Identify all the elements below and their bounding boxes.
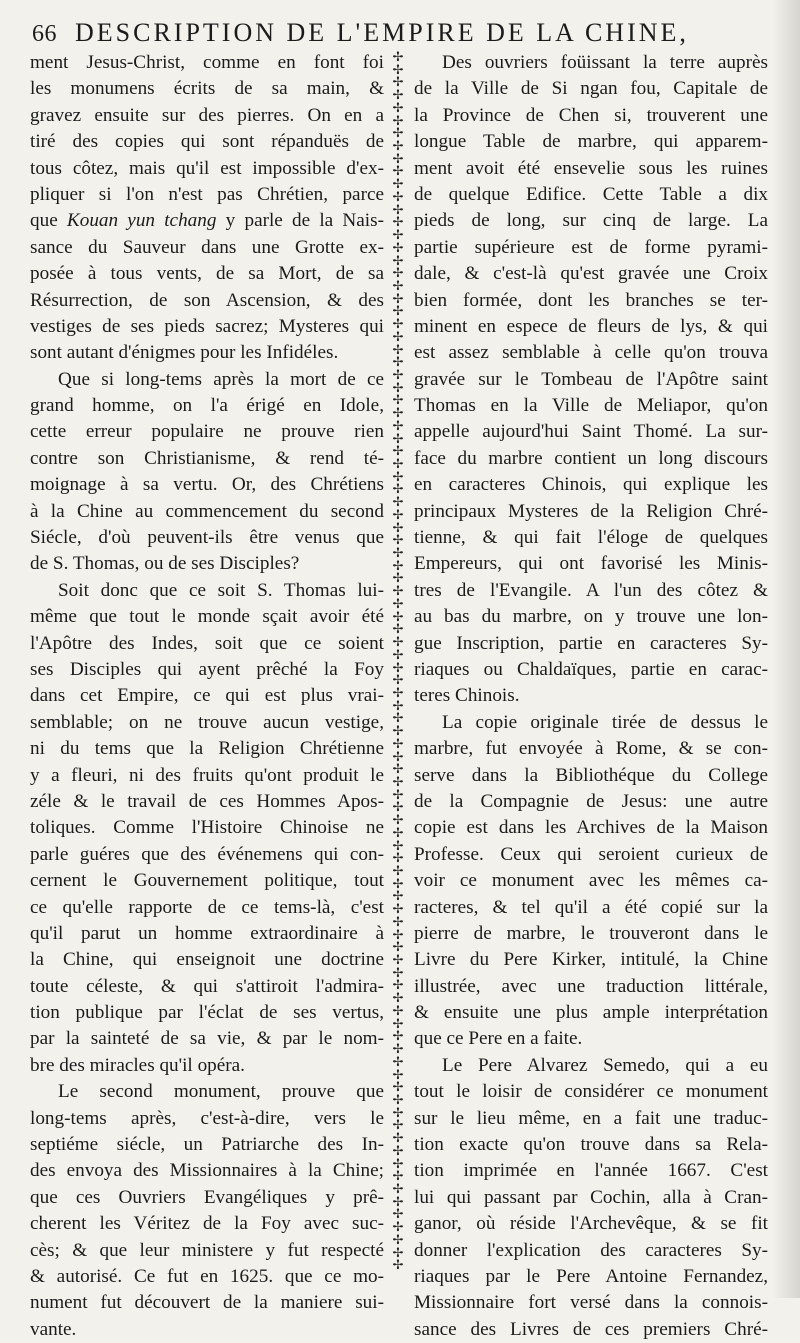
ornament-glyph: ✢	[392, 278, 404, 294]
text-line: y a fleuri, ni des fruits qu'ont produit le	[30, 764, 384, 786]
text-line: en caracteres Chinois, qui explique les	[414, 474, 768, 496]
ornament-glyph: ✢	[392, 139, 404, 155]
ornament-glyph: ✢	[392, 660, 404, 676]
text-line: racteres, & tel qu'il a été copié sur la	[414, 896, 768, 918]
ornament-glyph: ✢	[392, 228, 404, 244]
ornament-glyph: ✢	[392, 291, 404, 307]
text-line: Des ouvriers foüissant la terre auprès	[442, 52, 768, 73]
text-line: voir ce monument avec les mêmes ca-	[414, 870, 768, 892]
text-line: tion imprimée en l'année 1667. C'est	[414, 1160, 768, 1182]
ornament-glyph: ✢	[392, 851, 404, 867]
column-divider	[386, 52, 410, 1272]
text-line: ni du tems que la Religion Chrétienne	[30, 738, 384, 760]
text-line: tous côtez, mais qu'il est impossible d'ex-	[30, 157, 384, 179]
text-line: à la Chine au commencement du second	[30, 500, 384, 522]
ornament-glyph: ✢	[392, 126, 404, 142]
ornament-glyph: ✢	[392, 1092, 404, 1108]
left-column	[30, 50, 384, 1340]
text-line: tion publique par l'éclat de ses vertus,	[30, 1002, 384, 1024]
text-line: ce qu'elle rapporte de ce tems-là, c'est	[30, 896, 384, 918]
ornament-glyph: ✢	[392, 1054, 404, 1070]
text-line: la Chine, qui enseignoit une doctrine	[30, 949, 384, 971]
ornament-glyph: ✢	[392, 100, 404, 116]
text-line: long-tems après, c'est-à-dire, vers le	[30, 1107, 384, 1129]
text-line: sont autant d'énigmes pour les Infidéles.	[30, 342, 339, 364]
ornament-glyph: ✢	[392, 571, 404, 587]
ornament-glyph: ✢	[392, 62, 404, 78]
text-line: cès; & que leur ministere y fut respecté	[30, 1239, 384, 1261]
ornament-glyph: ✢	[392, 546, 404, 562]
text-line: La copie originale tirée de dessus le	[442, 711, 768, 733]
text-line: dale, & c'est-là qu'est gravée une Croix	[414, 263, 768, 285]
ornament-glyph: ✢	[392, 1232, 404, 1248]
ornament-glyph: ✢	[392, 1029, 404, 1045]
text-line: & ensuite une plus ample interprétation	[414, 1002, 768, 1024]
text-line: sur le lieu même, en a fait une traduc-	[414, 1107, 768, 1129]
text-line: gravée sur le Tombeau de l'Apôtre saint	[414, 368, 768, 390]
ornament-glyph: ✢	[392, 1105, 404, 1121]
text-line: cette erreur populaire ne prouve rien	[30, 421, 384, 443]
ornament-glyph: ✢	[392, 774, 404, 790]
text-line: Le second monument, prouve que	[58, 1081, 384, 1103]
ornament-glyph: ✢	[392, 584, 404, 600]
ornament-glyph: ✢	[392, 1169, 404, 1185]
ornament-glyph: ✢	[392, 50, 404, 65]
ornament-glyph: ✢	[392, 304, 404, 320]
text-line: riaques ou Chaldaïques, partie en carac-	[414, 658, 768, 680]
ornament-glyph: ✢	[392, 393, 404, 409]
text-line: bre des miracles qu'il opéra.	[30, 1054, 245, 1076]
ornament-glyph: ✢	[392, 1080, 404, 1096]
ornament-glyph: ✢	[392, 635, 404, 651]
ornament-glyph: ✢	[392, 1131, 404, 1147]
ornament-glyph: ✢	[392, 1258, 404, 1274]
text-line: donner l'explication des caracteres Sy-	[414, 1239, 768, 1261]
text-line: Que si long-tems après la mort de ce	[58, 368, 384, 390]
ornament-glyph: ✢	[392, 88, 404, 104]
text-line: longue Table de marbre, qui apparem-	[414, 131, 768, 153]
ornament-glyph: ✢	[392, 533, 404, 549]
ornament-glyph: ✢	[392, 444, 404, 460]
text-line: de la Compagnie de Jesus: une autre	[414, 790, 768, 812]
ornament-glyph: ✢	[392, 1245, 404, 1261]
ornament-glyph: ✢	[392, 507, 404, 523]
text-line: marbre, fut envoyée à Rome, & se con-	[414, 738, 768, 760]
ornament-glyph: ✢	[392, 164, 404, 180]
ornament-glyph: ✢	[392, 800, 404, 816]
text-line: contre son Christianisme, & rend té-	[30, 447, 384, 469]
ornament-glyph: ✢	[392, 1067, 404, 1083]
text-line: ment Jesus-Christ, comme en font foi	[30, 52, 384, 73]
text-line: au bas du marbre, on y trouve une lon-	[414, 606, 768, 628]
text-line: toliques. Comme l'Histoire Chinoise ne	[30, 817, 384, 839]
ornament-glyph: ✢	[392, 787, 404, 803]
ornament-glyph: ✢	[392, 762, 404, 778]
text-line: minent en espece de fleurs de lys, & qui	[414, 315, 768, 337]
ornament-glyph: ✢	[392, 1181, 404, 1197]
ornament-glyph: ✢	[392, 482, 404, 498]
running-title: DESCRIPTION DE L'EMPIRE DE LA CHINE,	[75, 18, 689, 47]
ornament-glyph: ✢	[392, 495, 404, 511]
ornament-glyph: ✢	[392, 991, 404, 1007]
ornament-glyph: ✢	[392, 736, 404, 752]
text-line: septiéme siécle, un Patriarche des In-	[30, 1134, 384, 1156]
text-line: les monumens écrits de sa main, &	[30, 78, 384, 100]
ornament-glyph: ✢	[392, 838, 404, 854]
page-header	[32, 18, 792, 50]
ornament-glyph: ✢	[392, 342, 404, 358]
text-line: & autorisé. Ce fut en 1625. que ce mo-	[30, 1265, 384, 1287]
ornament-glyph: ✢	[392, 609, 404, 625]
ornament-glyph: ✢	[392, 75, 404, 91]
ornament-glyph: ✢	[392, 825, 404, 841]
text-line: parle guéres que des événemens qui con-	[30, 843, 384, 865]
ornament-glyph: ✢	[392, 1118, 404, 1134]
page-number: 66	[32, 21, 57, 47]
ornament-glyph: ✢	[392, 1016, 404, 1032]
text-line: pierre de marbre, le trouveront dans le	[414, 922, 768, 944]
text-line: même que tout le monde sçait avoir été	[30, 606, 384, 628]
text-line: face du marbre contient un long discours	[414, 447, 768, 469]
text-line: tion exacte qu'on trouve dans sa Rela-	[414, 1134, 768, 1156]
text-line: toute céleste, & qui s'attiroit l'admira-	[30, 975, 384, 997]
text-line: posée à tous vents, de sa Mort, de sa	[30, 263, 384, 285]
ornament-glyph: ✢	[392, 1143, 404, 1159]
text-line: copie est dans les Archives de la Maison	[414, 817, 768, 839]
text-line: serve dans la Bibliothéque du College	[414, 764, 768, 786]
ornament-glyph: ✢	[392, 367, 404, 383]
ornament-glyph: ✢	[392, 622, 404, 638]
text-line: illustrée, avec une traduction littérale,	[414, 975, 768, 997]
ornament-glyph: ✢	[392, 202, 404, 218]
text-line	[30, 208, 384, 234]
ornament-glyph: ✢	[392, 189, 404, 205]
ornament-glyph: ✢	[392, 431, 404, 447]
ornament-glyph: ✢	[392, 698, 404, 714]
text-line: appelle aujourd'hui Saint Thomé. La sur-	[414, 421, 768, 443]
ornament-glyph: ✢	[392, 457, 404, 472]
ornament-glyph: ✢	[392, 520, 404, 536]
ornament-glyph: ✢	[392, 240, 404, 256]
ornament-glyph: ✢	[392, 953, 404, 969]
text-line: Soit donc que ce soit S. Thomas lui-	[58, 579, 384, 601]
text-line: riaques par le Pere Antoine Fernandez,	[414, 1265, 768, 1287]
ornament-glyph: ✢	[392, 724, 404, 740]
text-line: est assez semblable à celle qu'on trouva	[414, 342, 768, 364]
text-line: l'Apôtre des Indes, soit que ce soient	[30, 632, 384, 654]
ornament-glyph: ✢	[392, 215, 404, 231]
ornament-glyph: ✢	[392, 978, 404, 994]
ornament-glyph: ✢	[392, 317, 404, 333]
text-line: Le Pere Alvarez Semedo, qui a eu	[442, 1054, 768, 1076]
text-line: vestiges de ses pieds sacrez; Mysteres qui	[30, 315, 384, 337]
ornament-glyph: ✢	[392, 266, 404, 282]
page-edge-shadow	[772, 0, 800, 1298]
text-line: ment avoit été ensevelie sous les ruines	[414, 157, 768, 179]
ornament-glyph: ✢	[392, 902, 404, 918]
text-line: pliquer si l'on n'est pas Chrétien, parce	[30, 183, 384, 205]
ornament-glyph: ✢	[392, 355, 404, 371]
text-line: gravez ensuite sur des pierres. On en a	[30, 104, 384, 126]
ornament-glyph: ✢	[392, 889, 404, 905]
text-line: la Province de Chen si, trouverent une	[414, 104, 768, 126]
ornament-glyph: ✢	[392, 1194, 404, 1210]
text-line: Empereurs, qui ont favorisé les Minis-	[414, 553, 768, 575]
ornament-glyph: ✢	[392, 1220, 404, 1236]
text-line: de quelque Edifice. Cette Table a dix	[414, 183, 768, 205]
ornament-glyph: ✢	[392, 177, 404, 193]
text-line: moignage à sa vertu. Or, des Chrétiens	[30, 474, 384, 496]
ornament-glyph: ✢	[392, 864, 404, 879]
italic-name: Kouan yun tchang	[66, 210, 217, 232]
text-line: sance des Livres de ces premiers Chré-	[414, 1318, 768, 1340]
text-line: semblable; on ne trouve aucun vestige,	[30, 711, 384, 733]
ornament-glyph: ✢	[392, 673, 404, 689]
ornament-glyph: ✢	[392, 647, 404, 663]
text-line: nument fut découvert de la maniere sui-	[30, 1292, 384, 1314]
text-line: grand homme, on l'a érigé en Idole,	[30, 395, 384, 417]
ornament-glyph: ✢	[392, 685, 404, 701]
text-line: sance du Sauveur dans une Grotte ex-	[30, 236, 384, 258]
text-line: Professe. Ceux qui seroient curieux de	[414, 843, 768, 865]
text-line: tienne, & qui fait l'éloge de quelques	[414, 527, 768, 549]
ornament-glyph: ✢	[392, 113, 404, 129]
text-line: que ces Ouvriers Evangéliques y prê-	[30, 1186, 384, 1208]
text-line: que ce Pere en a faite.	[414, 1028, 583, 1050]
ornament-glyph: ✢	[392, 418, 404, 434]
text-line: bien formée, dont les branches se ter-	[414, 289, 768, 311]
text-line: cernent le Gouvernement politique, tout	[30, 870, 384, 892]
ornament-glyph: ✢	[392, 711, 404, 727]
ornament-glyph: ✢	[392, 1003, 404, 1019]
text-line: Livre du Pere Kirker, intitulé, la Chine	[414, 949, 768, 971]
ornament-glyph: ✢	[392, 469, 404, 485]
text-fragment: que	[30, 210, 67, 232]
text-line: tout le loisir de considérer ce monument	[414, 1081, 768, 1103]
text-line: qu'il parut un homme extraordinaire à	[30, 922, 384, 944]
text-line: teres Chinois.	[414, 685, 520, 707]
ornament-glyph: ✢	[392, 749, 404, 765]
ornament-glyph: ✢	[392, 380, 404, 396]
ornament-glyph: ✢	[392, 1207, 404, 1223]
right-column	[414, 50, 768, 1340]
ornament-glyph: ✢	[392, 927, 404, 943]
ornament-glyph: ✢	[392, 1042, 404, 1058]
text-line: Missionnaire fort versé dans la connois-	[414, 1292, 768, 1314]
text-line: zéle & le travail de ces Hommes Apos-	[30, 790, 384, 812]
ornament-glyph: ✢	[392, 876, 404, 892]
ornament-glyph: ✢	[392, 965, 404, 981]
text-line: de la Ville de Si ngan fou, Capitale de	[414, 78, 768, 100]
text-line: ses Disciples qui ayent prêché la Foy	[30, 658, 384, 680]
text-line: des envoya des Missionnaires à la Chine;	[30, 1160, 384, 1182]
ornament-glyph: ✢	[392, 558, 404, 574]
ornament-glyph: ✢	[392, 329, 404, 345]
ornament-glyph: ✢	[392, 406, 404, 422]
text-line: Siécle, d'où peuvent-ils être venus que	[30, 527, 384, 549]
text-line: dans cet Empire, ce qui est plus vrai-	[30, 685, 384, 707]
ornament-glyph: ✢	[392, 596, 404, 612]
ornament-glyph: ✢	[392, 940, 404, 956]
ornament-glyph: ✢	[392, 253, 404, 269]
text-line: partie supérieure est de forme pyrami-	[414, 236, 768, 258]
ornament-glyph: ✢	[392, 151, 404, 167]
text-line: lui qui passant par Cochin, alla à Cran-	[414, 1186, 768, 1208]
text-line: ganor, où réside l'Archevêque, & se fit	[414, 1213, 768, 1235]
ornament-glyph: ✢	[392, 914, 404, 930]
text-fragment: y parle de la Nais-	[216, 210, 384, 232]
text-line: gue Inscription, partie en caracteres Sy-	[414, 632, 768, 654]
ornament-glyph: ✢	[392, 1156, 404, 1172]
text-line: par la sainteté de sa vie, & par le nom-	[30, 1028, 384, 1050]
text-line: pieds de long, sur cinq de large. La	[414, 210, 768, 232]
text-line: tres de l'Evangile. A l'un des côtez &	[414, 579, 768, 601]
text-line: vante.	[30, 1318, 77, 1340]
text-line: de S. Thomas, ou de ses Disciples?	[30, 553, 300, 575]
text-line: Résurrection, de son Ascension, & des	[30, 289, 384, 311]
text-line: principaux Mysteres de la Religion Chré-	[414, 500, 768, 522]
ornament-glyph: ✢	[392, 813, 404, 829]
text-line: tiré des copies qui sont répanduës de	[30, 131, 384, 153]
text-line: Thomas en la Ville de Meliapor, qu'on	[414, 395, 768, 417]
text-line: cherent les Véritez de la Foy avec suc-	[30, 1213, 384, 1235]
